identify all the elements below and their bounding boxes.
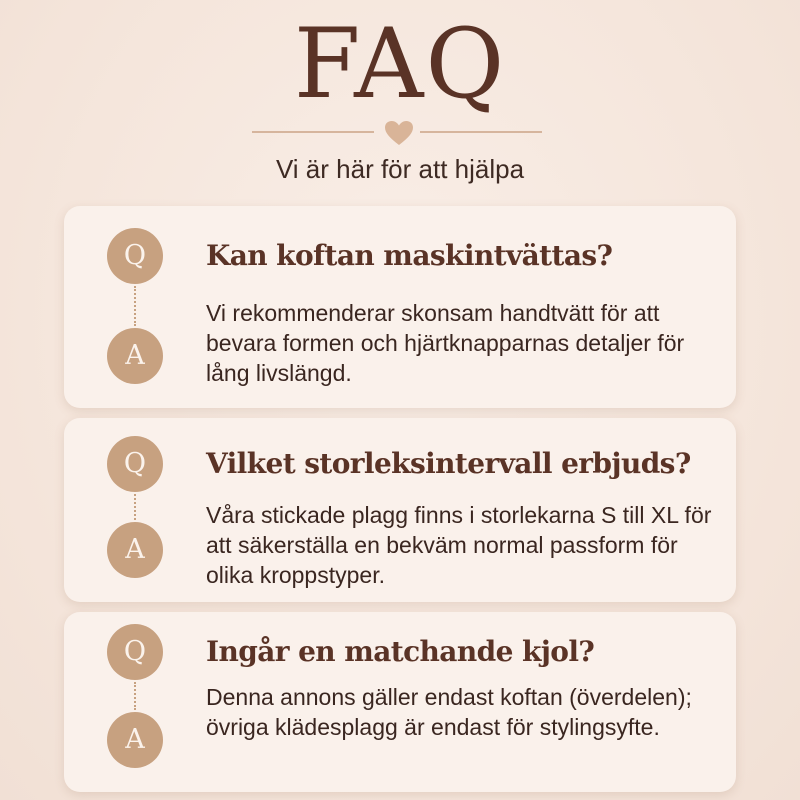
faq-card	[64, 206, 736, 408]
dotted-connector	[134, 682, 136, 710]
faq-question: Kan koftan maskintvättas?	[206, 239, 613, 272]
answer-badge: A	[107, 328, 163, 384]
question-badge: Q	[107, 228, 163, 284]
dotted-connector	[134, 286, 136, 326]
faq-answer: Våra stickade plagg finns i storlekarna S till XL för att säkerställa en bekväm normal passform för olika kroppstyper.	[206, 502, 712, 588]
faq-answer: Denna annons gäller endast koftan (överdelen); övriga klädesplagg är endast för stylingsyfte.	[206, 684, 692, 740]
faq-answer: Vi rekommenderar skonsam handtvätt för att bevara formen och hjärtknapparnas detaljer för lång livslängd.	[206, 300, 685, 386]
faq-question: Ingår en matchande kjol?	[206, 635, 595, 668]
divider-line-right	[420, 131, 542, 133]
faq-card	[64, 418, 736, 602]
dotted-connector	[134, 494, 136, 520]
question-badge: Q	[107, 624, 163, 680]
page-subtitle: Vi är här för att hjälpa	[275, 154, 525, 184]
faq-question: Vilket storleksintervall erbjuds?	[206, 447, 691, 480]
answer-badge: A	[107, 712, 163, 768]
divider-line-left	[252, 131, 374, 133]
faq-card	[64, 612, 736, 792]
heart-icon	[384, 120, 414, 146]
answer-badge: A	[107, 522, 163, 578]
page-title: FAQ	[293, 8, 507, 120]
question-badge: Q	[107, 436, 163, 492]
